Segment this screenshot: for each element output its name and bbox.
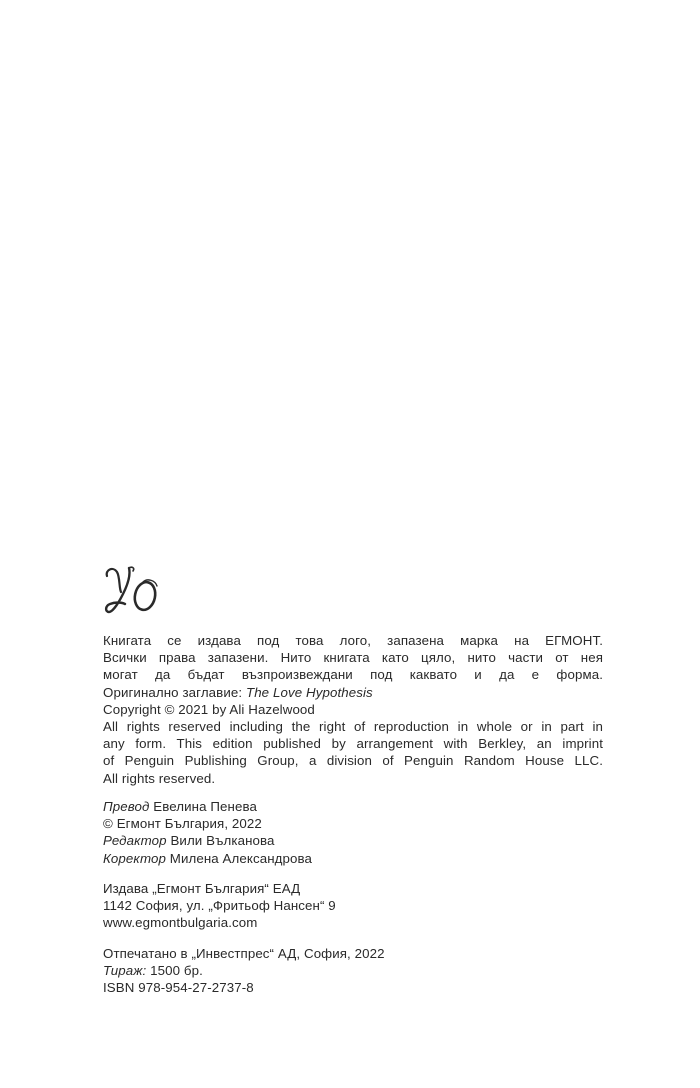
original-title-label: Оригинално заглавие: [103,684,243,700]
publisher-line-1: Издава „Егмонт България“ ЕАД [103,881,301,896]
printed-at-line: Отпечатано в „Инвестпрес“ АД, София, 2022 [103,946,385,961]
publisher-block [103,880,603,932]
english-rights-line-1: All rights reserved including the right of reproduction in whole or in part in [103,719,603,735]
english-rights-line-2: any form. This edition published by arrangement with Berkley, an imprint [103,736,603,752]
editor-label: Редактор [103,833,167,849]
print-run-value: 1500 бр. [150,963,203,979]
isbn-line: ISBN 978-954-27-2737-8 [103,980,254,996]
print-run-label: Тираж: [103,963,147,979]
translation-label: Превод [103,799,150,814]
translation-name: Евелина Пенева [153,799,257,814]
rights-line-3: могат да бъдат възпроизвеждани под каквато и да е форма. [103,667,603,683]
proofreader-line [103,850,603,867]
editor-line [103,832,603,849]
rights-block [103,632,603,787]
yo-logo [101,560,181,620]
proofreader-name: Милена Александрова [169,850,312,866]
english-rights-line-4: All rights reserved. [103,770,216,786]
original-title: The Love Hypothesis [245,684,373,700]
publisher-address: 1142 София, ул. „Фритьоф Нансен“ 9 [103,898,336,914]
rights-line-1: Книгата се издава под това лого, запазена марка на ЕГМОНТ. [103,633,603,648]
original-title-line [103,684,603,701]
yo-script-monogram-icon [101,562,165,618]
rights-line-2: Всички права запазени. Нито книгата като цяло, нито части от нея [103,650,603,666]
printing-block [103,945,603,997]
english-rights-line-3: of Penguin Publishing Group, a division of Penguin Random House LLC. [103,753,603,769]
editor-name: Вили Вълканова [170,833,275,849]
print-run-line [103,962,603,979]
publisher-website: www.egmontbulgaria.com [103,915,258,931]
translation-line [103,798,603,815]
credits-block [103,798,603,867]
copyright-line: Copyright © 2021 by Ali Hazelwood [103,701,315,717]
egmont-copyright-line: © Егмонт България, 2022 [103,816,262,832]
proofreader-label: Коректор [103,850,166,866]
